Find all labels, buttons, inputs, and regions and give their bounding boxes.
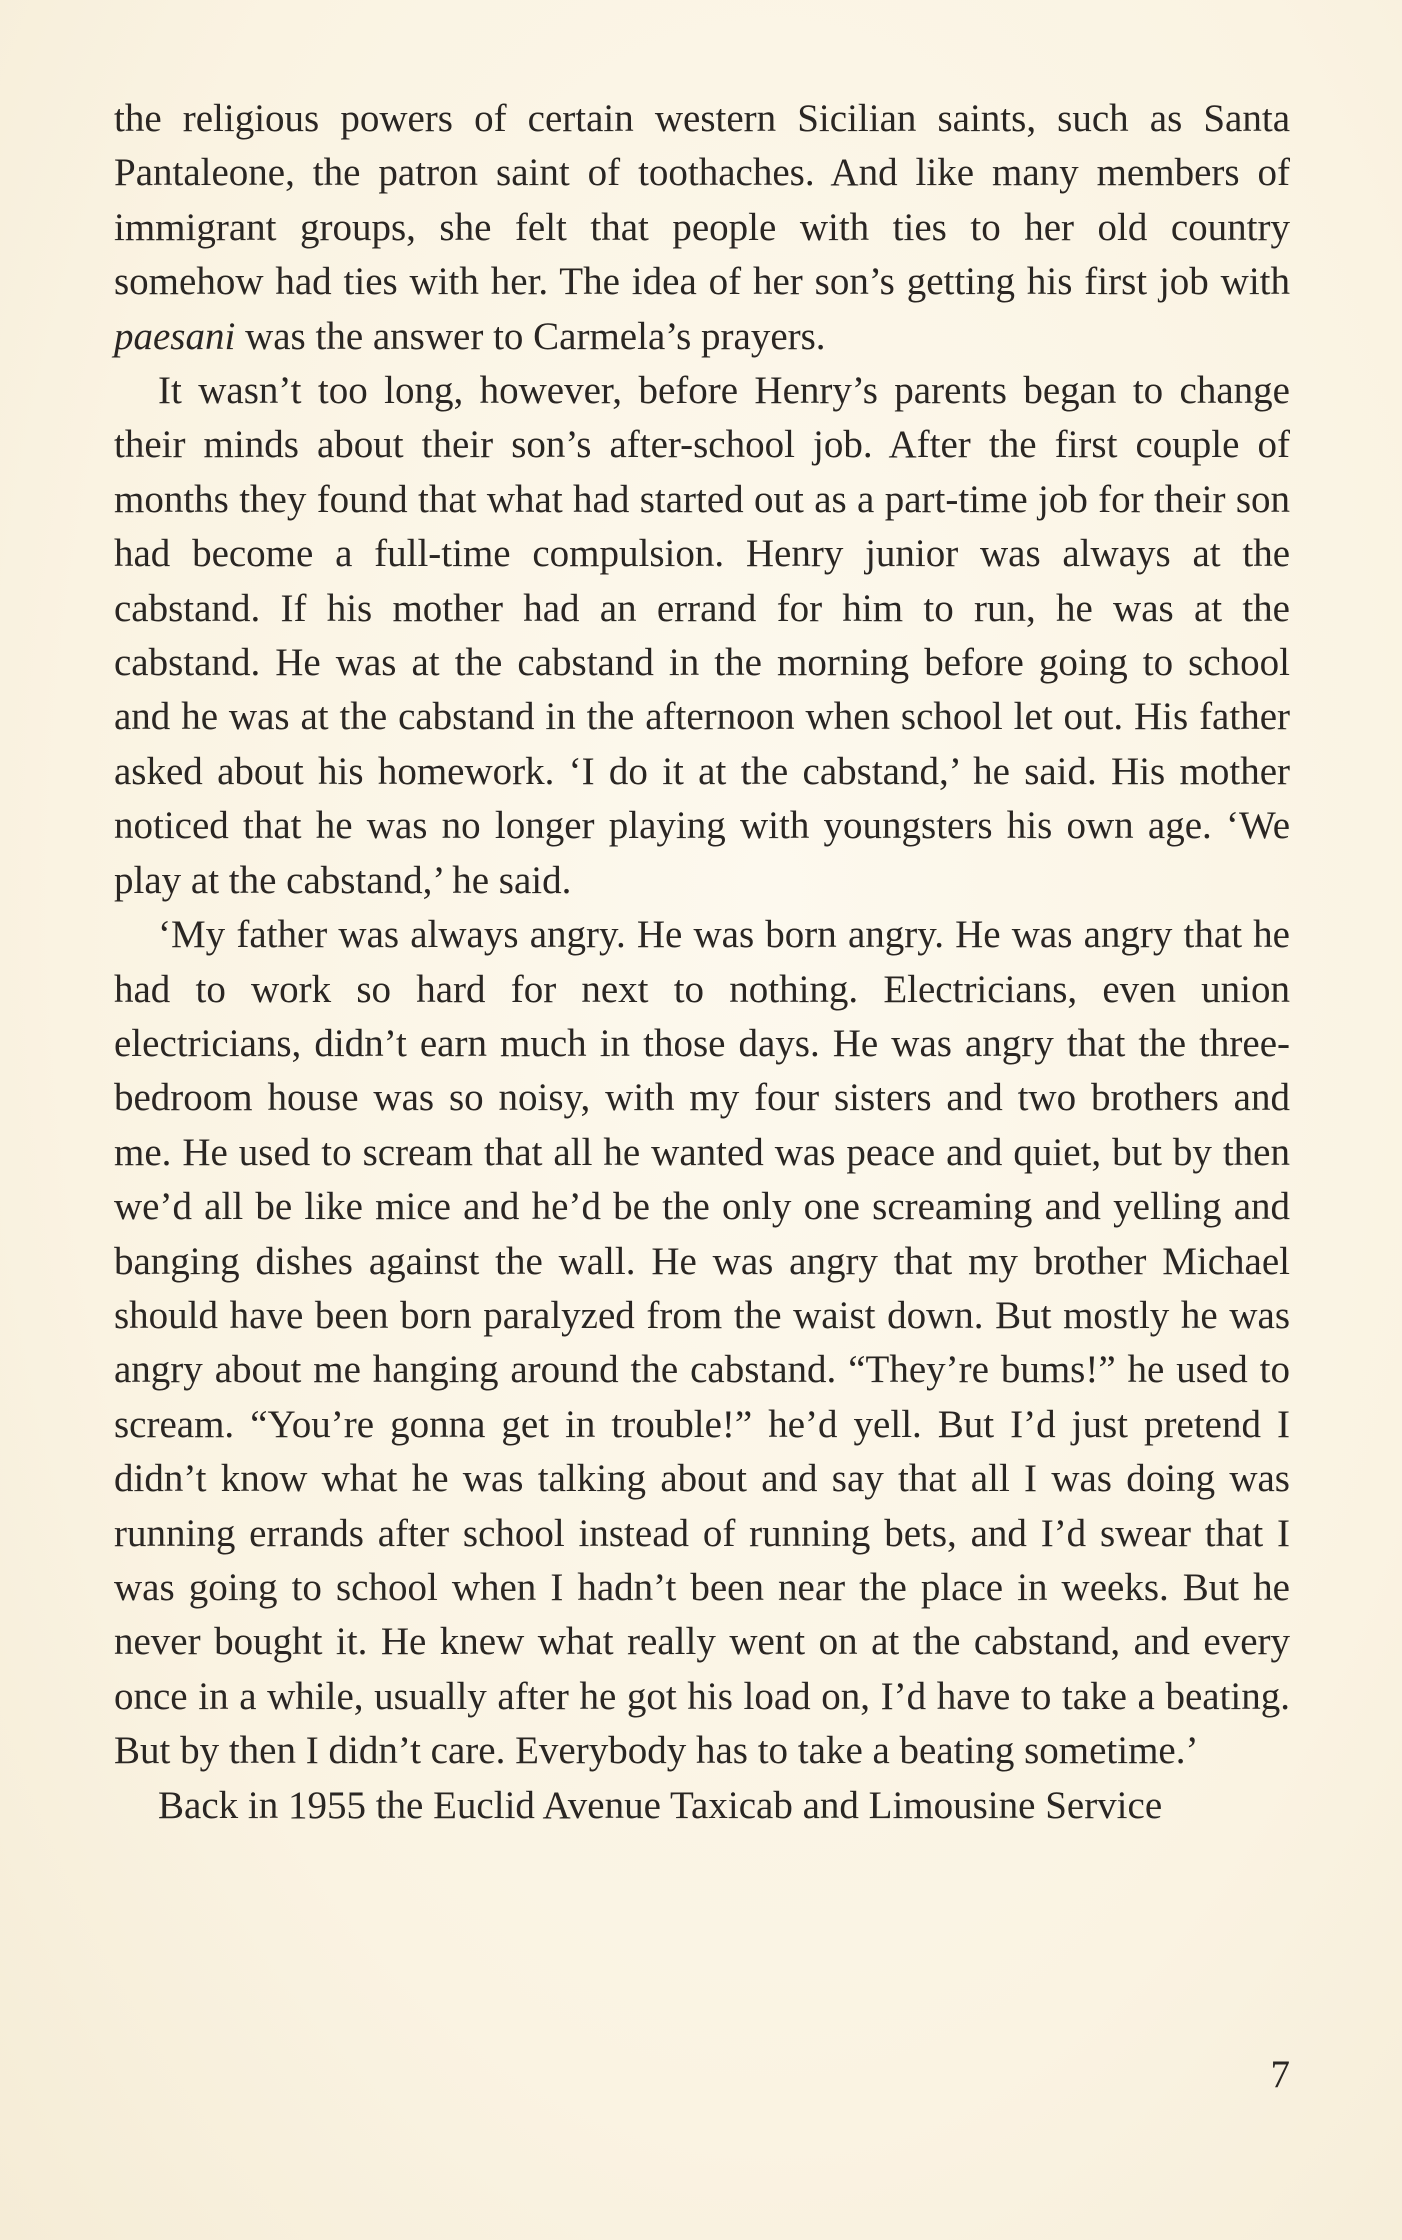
paragraph-4-text: Back in 1955 the Euclid Avenue Taxicab and Limousine Service <box>158 1783 1163 1827</box>
body-text <box>114 92 1290 1833</box>
paragraph-1-text-a: the religious powers of certain western Sicilian saints, such as Santa Pantaleone, the patron saint of toothaches. And like many members of immigrant groups, she felt that people with ties to her old country somehow had ties with her. The idea of her son’s getting his first job with <box>114 97 1290 304</box>
paragraph-2-text: It wasn’t too long, however, before Henry’s parents began to change their minds about their son’s after-school job. After the first couple of months they found that what had started out as a part-time job for their son had become a full-time compulsion. Henry junior was always at the cabstand. If his mother had an errand for him to run, he was at the cabstand. He was at the cabstand in the morning before going to school and he was at the cabstand in the afternoon when school let out. His father asked about his homework. ‘I do it at the cabstand,’ he said. His mother noticed that he was no longer playing with youngsters his own age. ‘We play at the cabstand,’ he said. <box>114 369 1290 902</box>
paragraph-2 <box>114 364 1290 908</box>
paragraph-1-text-b: was the answer to Carmela’s prayers. <box>235 314 826 358</box>
paragraph-1-italic-word: paesani <box>114 314 236 358</box>
page-number: 7 <box>1270 2053 1290 2096</box>
paragraph-3-text: ‘My father was always angry. He was born angry. He was angry that he had to work so hard for next to nothing. Electricians, even union electricians, didn’t earn much in those days. He was angry that the three-bedroom house was so noisy, with my four sisters and two brothers and me. He used to scream that all he wanted was peace and quiet, but by then we’d all be like mice and he’d be the only one screaming and yelling and banging dishes against the wall. He was angry that my brother Michael should have been born paralyzed from the waist down. But mostly he was angry about me hanging around the cabstand. “They’re bums!” he used to scream. “You’re gonna get in trouble!” he’d yell. But I’d just pretend I didn’t know what he was talking about and say that all I was doing was running errands after school instead of running bets, and I’d swear that I was going to school when I hadn’t been near the place in weeks. But he never bought it. He knew what really went on at the cabstand, and every once in a while, usually after he got his load on, I’d have to take a beating. But by then I didn’t care. Everybody has to take a beating sometime.’ <box>114 913 1290 1773</box>
paragraph-3 <box>114 908 1290 1779</box>
paragraph-4 <box>114 1779 1290 1833</box>
paragraph-1 <box>114 92 1290 364</box>
